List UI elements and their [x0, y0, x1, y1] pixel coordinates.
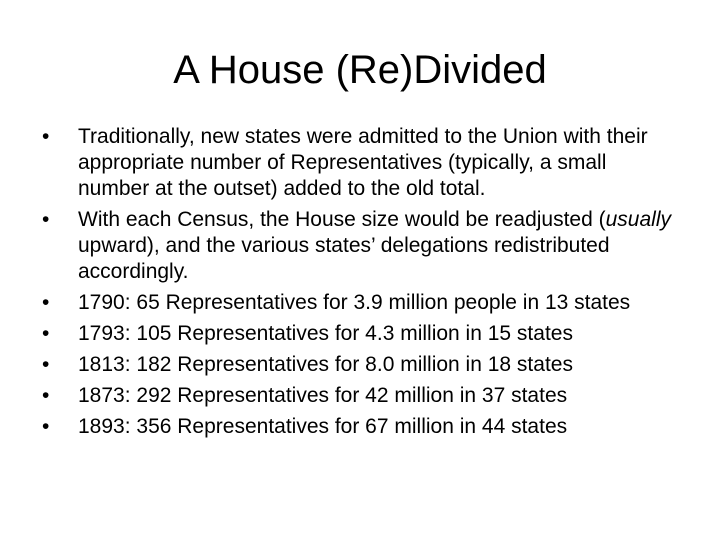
bullet-marker: •	[42, 415, 50, 438]
bullet-item-1873	[0, 383, 720, 409]
bullet-text: 1893: 356 Representatives for 67 million in 44 states	[78, 415, 568, 438]
bullet-text: 1793: 105 Representatives for 4.3 million in 15 states	[78, 322, 573, 345]
bullet-item-1790	[0, 290, 720, 316]
bullet-marker: •	[42, 125, 50, 148]
bullet-item-new-states	[0, 124, 720, 202]
bullet-item-1813	[0, 352, 720, 378]
bullet-marker: •	[42, 322, 50, 345]
bullet-text: Traditionally, new states were admitted to the Union with their appropriate number of Representatives (typically, a small number at the outset) added to the old total.	[78, 125, 648, 200]
slide-title: A House (Re)Divided	[173, 48, 547, 92]
bullet-list	[0, 124, 720, 445]
bullet-text: 1790: 65 Representatives for 3.9 million people in 13 states	[78, 291, 631, 314]
bullet-text: With each Census, the House size would be readjusted (	[78, 208, 606, 231]
bullet-marker: •	[42, 291, 50, 314]
bullet-text: 1813: 182 Representatives for 8.0 million in 18 states	[78, 353, 573, 376]
bullet-item-1893	[0, 414, 720, 440]
bullet-text-continued: upward), and the various states’ delegations redistributed accordingly.	[78, 234, 610, 283]
bullet-item-census	[0, 207, 720, 285]
bullet-marker: •	[42, 208, 50, 231]
bullet-emphasis: usually	[605, 208, 671, 231]
bullet-marker: •	[42, 384, 50, 407]
bullet-text: 1873: 292 Representatives for 42 million in 37 states	[78, 384, 568, 407]
bullet-marker: •	[42, 353, 50, 376]
bullet-item-1793	[0, 321, 720, 347]
